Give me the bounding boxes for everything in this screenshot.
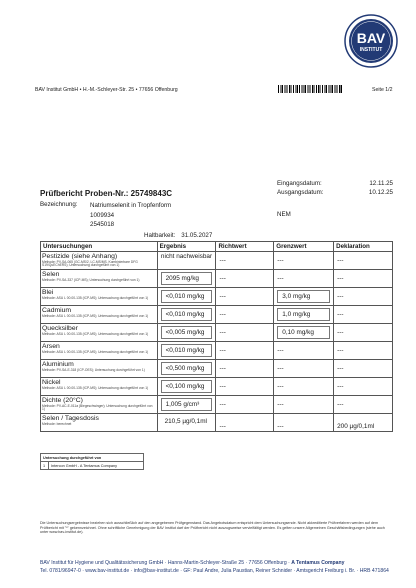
eingangsdatum-row [277, 180, 393, 189]
table-row [41, 342, 393, 360]
result-value: <0,100 mg/kg [161, 380, 213, 393]
result-cell [157, 360, 216, 378]
lab-footnote-table [40, 453, 144, 470]
result-value: nicht nachweisbar [160, 253, 213, 260]
grenzwert-cell: --- [274, 360, 334, 378]
result-value: 1,005 g/cm³ [161, 398, 213, 411]
table-row [41, 288, 393, 306]
header-untersuchungen: Untersuchungen [41, 242, 158, 252]
parameter-method: Methode: ASU L 00.00-135 (ICP-MS); Untersuchung durchgeführt von 1) [42, 295, 149, 300]
table-row [41, 414, 393, 432]
batch-number: 2545018 [90, 221, 115, 228]
result-cell [157, 342, 216, 360]
grenzwert-value: 0,10 mg/kg [277, 326, 330, 339]
result-cell [157, 414, 216, 432]
richtwert-cell: --- [216, 288, 274, 306]
table-row [41, 252, 393, 270]
grenzwert-cell: --- [274, 414, 334, 432]
ausgangsdatum-row [277, 189, 393, 198]
deklaration-cell: --- [334, 288, 393, 306]
richtwert-cell: --- [216, 252, 274, 270]
result-cell [157, 270, 216, 288]
product-category: NEM [277, 211, 291, 218]
result-cell [157, 378, 216, 396]
parameter-cell [41, 360, 158, 378]
deklaration-cell: --- [334, 378, 393, 396]
parameter-method: Methode: ASU L 00.00-135 (ICP-MS); Untersuchung durchgeführt von 1) [42, 349, 149, 354]
table-row [41, 360, 393, 378]
richtwert-cell: --- [216, 396, 274, 414]
results-table [40, 241, 393, 432]
logo-text-bav: BAV [356, 30, 386, 46]
parameter-cell [41, 378, 158, 396]
table-header-row [41, 242, 393, 252]
grenzwert-cell [274, 306, 334, 324]
parameter-name: Quecksilber [42, 324, 78, 332]
header-grenzwert: Grenzwert [274, 242, 334, 252]
footnote-lab: Intercon GmbH - A Tentamus Company [49, 462, 144, 470]
richtwert-cell: --- [216, 378, 274, 396]
parameter-method: Methode: ASU L 00.00-135 (ICP-MS); Untersuchung durchgeführt von 1) [42, 385, 149, 390]
bezeichnung-value: Natriumselenit in Tropfenform [90, 202, 172, 209]
result-cell [157, 306, 216, 324]
parameter-name: Pestizide (siehe Anhang) [42, 252, 118, 260]
article-number: 1009934 [90, 211, 115, 219]
parameter-name: Nickel [42, 378, 61, 386]
parameter-method: Methode: PV-SA-E-318 (ICP-OES); Untersuchung durchgeführt von 1) [42, 367, 145, 372]
table-row [41, 306, 393, 324]
parameter-name: Cadmium [42, 306, 72, 314]
deklaration-cell: --- [334, 324, 393, 342]
result-value: <0,010 mg/kg [161, 344, 213, 357]
parameter-name: Dichte (20°C) [42, 396, 83, 404]
richtwert-cell: --- [216, 306, 274, 324]
header-deklaration: Deklaration [334, 242, 393, 252]
haltbarkeit-value: 31.05.2027 [181, 232, 213, 239]
result-value: 2095 mg/kg [161, 272, 213, 285]
page-number: Seite 1/2 [372, 87, 393, 93]
parameter-name: Selen / Tagesdosis [42, 414, 99, 422]
parameter-name: Selen [42, 270, 60, 278]
footnote-header: Untersuchung durchgeführt von [41, 454, 144, 462]
deklaration-cell: --- [334, 252, 393, 270]
richtwert-cell: --- [216, 270, 274, 288]
parameter-cell [41, 414, 158, 432]
result-cell [157, 252, 216, 270]
deklaration-cell: 200 µg/0,1ml [334, 414, 393, 432]
footer-address: BAV Institut für Hygiene und Qualitätssicherung GmbH · Hanns-Martin-Schleyer-Straße 25 · 77656 Offenburg · [40, 560, 292, 566]
footnote-number: 1 [41, 462, 49, 470]
footer-brand: A Tentamus Company [291, 560, 345, 566]
richtwert-cell: --- [216, 342, 274, 360]
richtwert-cell: --- [216, 360, 274, 378]
parameter-name: Aluminium [42, 360, 74, 368]
grenzwert-cell: --- [274, 270, 334, 288]
parameter-method: Methode: PV-SA-337 (ICP-MS); Untersuchung durchgeführt von 1) [42, 277, 140, 282]
parameter-cell [41, 270, 158, 288]
parameter-cell [41, 342, 158, 360]
barcode [278, 85, 342, 93]
parameter-method: Methode: PV-SA-065 (GC-MS/2, LC-MS/MS, Kombinierbare DFG S19/QuEChERS); Untersuchung durchgeführt von 1) [42, 259, 138, 268]
parameter-cell [41, 396, 158, 414]
deklaration-cell: --- [334, 360, 393, 378]
grenzwert-value: 3,0 mg/kg [277, 290, 330, 303]
result-value: <0,010 mg/kg [161, 308, 213, 321]
grenzwert-cell: --- [274, 342, 334, 360]
parameter-method: Methode: PV-AC-E-011a (Biegeschwinger); Untersuchung durchgeführt von 1) [42, 403, 153, 412]
grenzwert-value: 1,0 mg/kg [277, 308, 330, 321]
deklaration-cell: --- [334, 306, 393, 324]
result-cell [157, 324, 216, 342]
deklaration-cell: --- [334, 270, 393, 288]
eingangsdatum-value: 12.11.25 [369, 180, 393, 187]
parameter-method: Methode: ASU L 00.00-135 (ICP-MS); Untersuchung durchgeführt von 1) [42, 313, 149, 318]
table-row [41, 270, 393, 288]
parameter-cell [41, 288, 158, 306]
deklaration-cell: --- [334, 396, 393, 414]
logo-text-institut: INSTITUT [359, 47, 383, 53]
bezeichnung-label: Bezeichnung: [40, 201, 78, 208]
parameter-cell [41, 324, 158, 342]
result-cell [157, 288, 216, 306]
parameter-name: Arsen [42, 342, 60, 350]
report-title: Prüfbericht Proben-Nr.: 25749843C [40, 189, 173, 198]
parameter-method: Methode: ASU L 00.00-135 (ICP-MS); Untersuchung durchgeführt von 1) [42, 331, 149, 336]
result-value: 210,5 µg/0,1ml [164, 418, 207, 425]
parameter-name: Blei [42, 288, 54, 296]
result-cell [157, 396, 216, 414]
deklaration-cell: --- [334, 342, 393, 360]
parameter-method: Methode: berechnet [42, 421, 72, 426]
haltbarkeit-label: Haltbarkeit: [144, 232, 176, 239]
grenzwert-cell [274, 324, 334, 342]
bezeichnung-block [90, 201, 171, 230]
result-value: <0,500 mg/kg [161, 362, 213, 375]
ausgangsdatum-value: 10.12.25 [368, 189, 393, 196]
result-value: <0,010 mg/kg [161, 290, 213, 303]
richtwert-cell: --- [216, 324, 274, 342]
grenzwert-cell [274, 288, 334, 306]
sender-address: BAV Institut GmbH • H.-M.-Schleyer-Str. 25 • 77656 Offenburg [35, 87, 178, 93]
table-row [41, 396, 393, 414]
footer-line-2: Tel. 0781/96947-0 · www.bav-institut.de · info@bav-institut.de · GF: Paul Andre, Julia Paustian, Reiner Schnider · Amtsgericht Freiburg i. Br. · HRB 471864 [40, 567, 389, 574]
grenzwert-cell: --- [274, 252, 334, 270]
result-value: <0,005 mg/kg [161, 326, 213, 339]
table-row [41, 324, 393, 342]
ausgangsdatum-label: Ausgangsdatum: [277, 189, 324, 196]
bav-institut-logo [344, 14, 398, 68]
haltbarkeit [144, 232, 212, 239]
date-block [277, 180, 393, 198]
richtwert-cell: --- [216, 414, 274, 432]
footer [40, 560, 393, 575]
grenzwert-cell: --- [274, 378, 334, 396]
header-ergebnis: Ergebnis [157, 242, 216, 252]
footer-line-1 [40, 560, 393, 568]
table-row [41, 378, 393, 396]
header-richtwert: Richtwert [216, 242, 274, 252]
grenzwert-cell: --- [274, 396, 334, 414]
parameter-cell [41, 252, 158, 270]
disclaimer: Die Untersuchungsergebnisse beziehen sich ausschließlich auf den angegebenen Prüfgegenstand. Das Angebotsdatum entspricht dem Untersuchungsende. Nicht akkreditierte Prüfverfahren werden auf dem Prüfbericht mit "*" gekennzeichnet. Ohne schriftliche Genehmigung der BAV Institut darf der Prüfbericht nicht auszugsweise vervielfältigt werden. Es gelten unsere Allgemeinen Geschäftsbedingungen (siehe auch unter www.bav-institut.de). [40, 521, 385, 535]
parameter-cell [41, 306, 158, 324]
eingangsdatum-label: Eingangsdatum: [277, 180, 322, 187]
